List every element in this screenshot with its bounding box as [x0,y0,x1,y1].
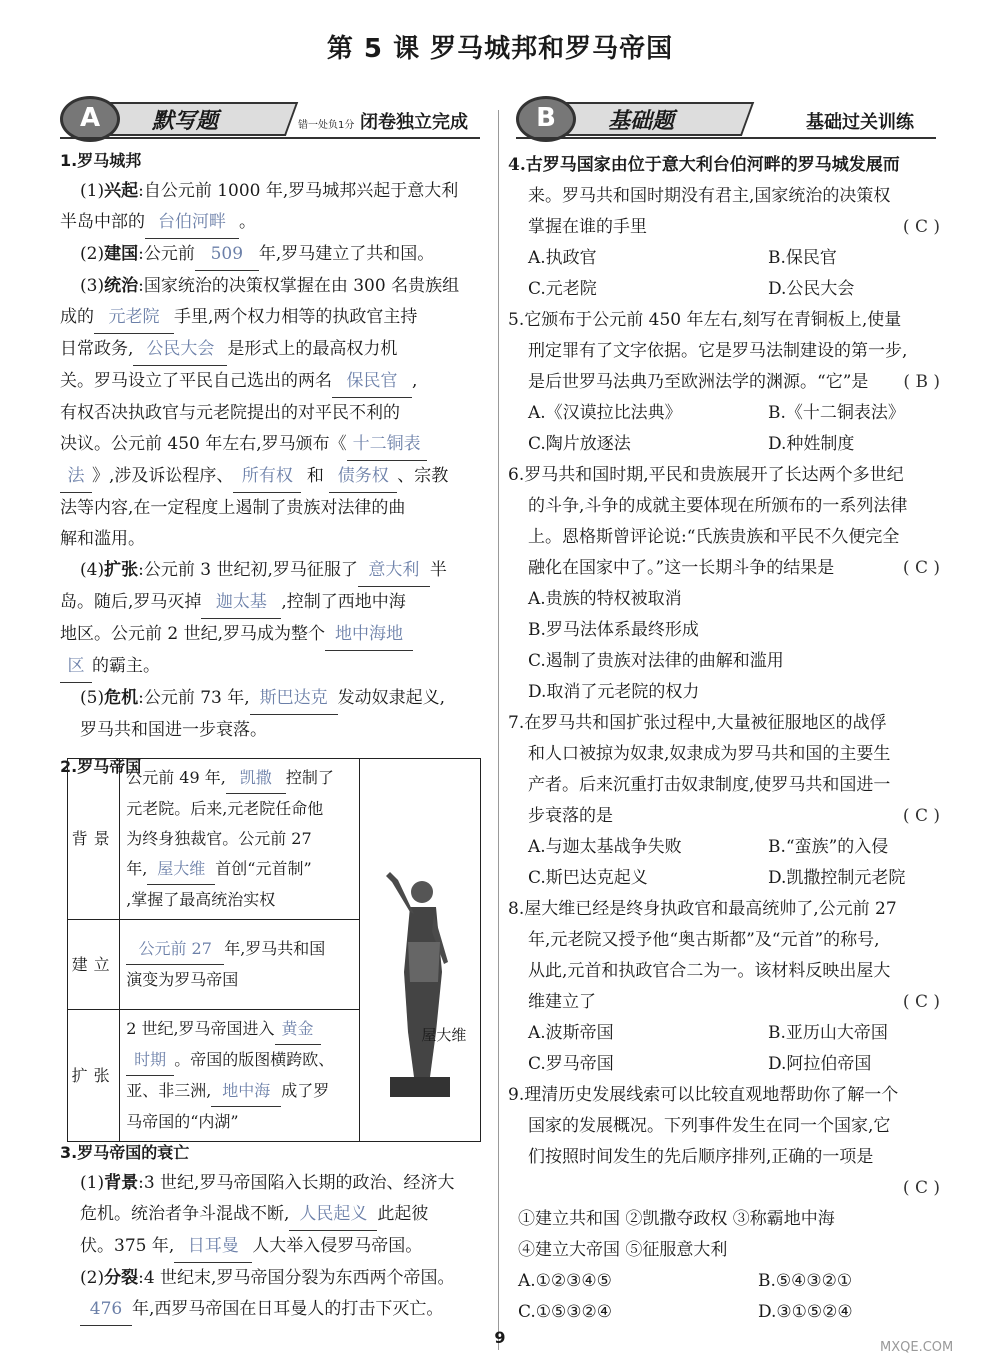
q1-line [60,334,490,366]
q3-line [60,1231,490,1263]
option-b: B.“蛮族”的入侵 [768,837,889,857]
cell-line: 元老院。后来,元老院任命他 [126,799,324,818]
section-a-note: 错一处负1分 [298,120,355,131]
q8-answer: ( C ) [902,992,940,1012]
q8-stem: 8.屋大维已经是终身执政官和最高统帅了,公元前 27 [508,899,897,919]
text: 半岛中部的 [60,212,145,232]
q5-stem: 5.它颁布于公元前 450 年左右,刻写在青铜板上,使量 [508,310,902,330]
q1-line: 罗马共和国进一步衰落。 [80,720,267,740]
option-d: D.凯撒控制元老院 [768,868,906,888]
q1-line [60,302,490,334]
q3-line [60,1294,490,1326]
q1-line [60,271,490,302]
q6-answer: ( C ) [902,558,940,578]
text: ,控制了西地中海 [281,592,406,612]
q1-line: 法等内容,在一定程度上遏制了贵族对法律的曲 [60,498,406,518]
text: 是形式上的最高权力机 [227,339,398,359]
text: 首创“元首制” [215,859,312,878]
option-c: C.①⑤③②④ [518,1302,613,1322]
text: 成的 [60,307,94,327]
q1-line [60,207,490,239]
answer-blank: 十二铜表 [347,429,427,461]
statue-cell [359,759,480,1142]
option-d: D.取消了元老院的权力 [528,682,700,702]
q9-items: ①建立共和国 ②凯撒夺政权 ③称霸地中海 [518,1209,835,1229]
row-label: 背景 [68,759,120,920]
text: 年,西罗马帝国在日耳曼人的打击下灭亡。 [132,1299,444,1319]
q4-answer: ( C ) [902,217,940,237]
q3-block [60,1138,490,1326]
cell-line: 为终身独裁官。公元前 27 [126,829,312,848]
text: 地区。公元前 2 世纪,罗马成为整个 [60,624,326,644]
text: 掌握在谁的手里 [528,217,647,237]
q7-answer: ( C ) [902,806,940,826]
text: (2) [80,1268,105,1288]
option-a: A.执政官 [528,248,597,268]
option-a: A.波斯帝国 [528,1023,614,1043]
column-divider [498,110,499,1350]
q5-options [508,398,940,429]
answer-blank: 人民起义 [289,1199,377,1231]
option-b: B.保民官 [768,248,837,268]
text: 融化在国家中了。”这一长期斗争的结果是 [528,558,835,578]
q3-heading: 3.罗马帝国的衰亡 [60,1143,190,1162]
text: :3 世纪,罗马帝国陷入长期的政治、经济大 [138,1173,455,1193]
text: 关。罗马设立了平民自己选出的两名 [60,371,332,391]
answer-blank: 476 [80,1294,132,1326]
q8-stem: 从此,元首和执政官合二为一。该材料反映出屋大 [528,961,891,981]
text: 。帝国的版图横跨欧、 [174,1050,335,1069]
q7-options [508,832,940,863]
option-c: C.罗马帝国 [528,1054,614,1074]
q5-stem: 刑定罪有了文字依据。它是罗马法制建设的第一步, [528,341,908,361]
q5-stem [508,367,940,398]
q1-line [60,176,490,207]
text: 步衰落的是 [528,806,613,826]
text: 是后世罗马法典乃至欧洲法学的渊源。“它”是 [528,372,869,392]
text: 伏。375 年, [80,1236,175,1256]
answer-blank: 迦太基 [201,587,281,619]
q8-options [508,1049,940,1080]
section-a-banner [60,96,480,140]
row-content [120,759,360,920]
q4-options [508,274,940,305]
left-column [60,146,490,782]
q7-stem: 7.在罗马共和国扩张过程中,大量被征服地区的战俘 [508,713,887,733]
page-title: 第 5 课 罗马城邦和罗马帝国 [326,34,674,64]
text: 危机 [104,688,139,708]
text: 建国 [104,244,139,264]
q7-stem [508,801,940,832]
text: 年,罗马共和国 [224,939,326,958]
watermark: MXQE.COM [880,1340,954,1355]
answer-blank: 509 [195,239,259,271]
text: 。 [239,212,256,232]
cell-line [126,1076,353,1107]
text: 亚、非三洲, [126,1081,212,1100]
option-b: B.⑤④③②① [758,1271,853,1291]
q4-stem [508,212,940,243]
text: 年, [126,859,148,878]
text: 和 [306,466,324,486]
text: (1) [80,1173,105,1193]
text: 、宗教 [397,466,449,486]
q7-stem: 产者。后来沉重打击奴隶制度,使罗马共和国进一 [528,775,891,795]
text: (4) [80,560,105,580]
text: 此起彼 [377,1204,429,1224]
q9-options [508,1266,940,1297]
text: (1) [80,181,105,201]
option-d: D.③①⑤②④ [758,1302,853,1322]
text: 手里,两个权力相等的执政官主持 [174,307,418,327]
text: 年,罗马建立了共和国。 [258,244,435,264]
q9-answer: ( C ) [902,1178,940,1198]
text: 岛。随后,罗马灭掉 [60,592,202,612]
q3-line [60,1168,490,1199]
q9-stem: 们按照时间发生的先后顺序排列,正确的一项是 [528,1147,874,1167]
answer-blank: 日耳曼 [174,1231,252,1263]
option-c: C.陶片放逐法 [528,434,631,454]
option-c: C.斯巴达克起义 [528,868,648,888]
q1-line: 有权否决执政官与元老院提出的对平民不利的 [60,403,400,423]
section-a-badge: A [60,96,120,142]
text: 2 世纪,罗马帝国进入 [126,1019,275,1038]
section-b-banner [516,96,936,140]
cell-line [126,854,353,885]
text: 成了罗 [281,1081,330,1100]
cell-line [126,1045,353,1076]
cell-line: 马帝国的“内湖” [126,1112,239,1131]
answer-blank: 时期 [126,1045,174,1076]
cell-line [126,934,353,965]
text: (2) [80,244,105,264]
answer-blank: 黄金 [275,1014,321,1045]
right-column [508,150,940,1328]
text: 控制了 [285,768,334,787]
text: (3) [80,276,105,296]
row-label: 建立 [68,920,120,1010]
option-b: B.罗马法体系最终形成 [528,620,699,640]
text: 危机。统治者争斗混战不断, [80,1204,290,1224]
text: (5) [80,688,105,708]
option-d: D.公民大会 [768,279,855,299]
answer-blank: 保民官 [332,366,412,398]
page-number: 9 [494,1328,506,1347]
row-content [120,1010,360,1142]
cell-line [126,763,353,794]
text: :公元前 [138,244,195,264]
answer-blank: 凯撒 [226,763,286,794]
image-caption: 屋大维 [421,1026,467,1044]
q1-line [60,239,490,271]
q9-stem: 9.理清历史发展线索可以比较直观地帮助你了解一个 [508,1085,899,1105]
option-c: C.元老院 [528,279,597,299]
option-d: D.阿拉伯帝国 [768,1054,872,1074]
q1-heading: 1.罗马城邦 [60,151,142,170]
q4-options [508,243,940,274]
option-a: A.贵族的特权被取消 [528,589,682,609]
text: 日常政务, [60,339,134,359]
text: 统治 [104,276,139,296]
text: :4 世纪末,罗马帝国分裂为东西两个帝国。 [138,1268,455,1288]
q1-line [60,619,490,651]
option-d: D.种姓制度 [768,434,855,454]
q7-stem: 和人口被掠为奴隶,奴隶成为罗马共和国的主要生 [528,744,891,764]
answer-blank: 公元前 27 [126,934,224,965]
text: 扩张 [104,560,139,580]
rome-empire-table [67,758,481,1142]
cell-line: ,掌握了最高统治实权 [126,890,276,909]
text: 维建立了 [528,992,596,1012]
answer-blank: 台伯河畔 [145,207,239,239]
answer-blank: 区 [60,651,92,683]
text: 背景 [104,1173,139,1193]
text: 决议。公元前 450 年左右,罗马颁布《 [60,434,347,454]
option-a: A.①②③④⑤ [518,1271,612,1291]
section-a-rule [60,137,480,139]
octavian-statue-image [370,852,470,1102]
text: 分裂 [104,1268,139,1288]
answer-blank: 法 [60,461,92,493]
q4-stem: 4.古罗马国家由位于意大利台伯河畔的罗马城发展而 [508,155,900,175]
q6-stem: 上。恩格斯曾评论说:“氏族贵族和平民不久便完全 [528,527,900,547]
q6-stem: 的斗争,斗争的成就主要体现在所颁布的一系列法律 [528,496,908,516]
answer-blank: 地中海 [211,1076,281,1107]
answer-blank: 公民大会 [133,334,227,366]
q1-line [60,651,490,683]
answer-blank: 斯巴达克 [250,683,338,715]
text: 半 [429,560,447,580]
q6-stem [508,553,940,584]
option-c: C.遏制了贵族对法律的曲解和滥用 [528,651,784,671]
q5-answer: ( B ) [903,372,940,392]
q1-line [60,429,490,461]
cell-line [126,1014,353,1045]
q8-stem: 年,元老院又授予他“奥古斯都”及“元首”的称号, [528,930,880,950]
section-b-rule [516,137,936,139]
q9-items: ④建立大帝国 ⑤征服意大利 [518,1240,728,1260]
q8-stem [508,987,940,1018]
text: :国家统治的决策权掌握在由 300 名贵族组 [138,276,460,296]
q4-stem: 来。罗马共和国时期没有君主,国家统治的决策权 [528,186,891,206]
q1-line [60,461,490,493]
q1-line [60,366,490,398]
q3-line [60,1199,490,1231]
q1-line [60,587,490,619]
q5-options [508,429,940,460]
answer-blank: 所有权 [233,461,301,493]
text: 兴起 [104,181,139,201]
q1-line: 解和滥用。 [60,529,145,549]
text: 发动奴隶起义, [337,688,446,708]
answer-blank: 意大利 [358,555,430,587]
q9-answer-line [508,1173,940,1204]
text: :公元前 3 世纪初,罗马征服了 [138,560,358,580]
q6-stem: 6.罗马共和国时期,平民和贵族展开了长达两个多世纪 [508,465,904,485]
section-a-subtitle: 闭卷独立完成 [360,112,468,133]
text: 》,涉及诉讼程序、 [92,466,234,486]
row-label: 扩张 [68,1010,120,1142]
q7-options [508,863,940,894]
answer-blank: 地中海地 [325,619,413,651]
q1-line [60,683,490,715]
section-a-title: 默写题 [152,109,219,134]
text: 公元前 49 年, [126,768,226,787]
text: :公元前 73 年, [138,688,250,708]
q9-options [508,1297,940,1328]
section-b-subtitle: 基础过关训练 [806,112,914,133]
option-b: B.《十二铜表法》 [768,403,905,423]
cell-line: 演变为罗马帝国 [126,970,239,989]
answer-blank: 债务权 [329,461,397,493]
q1-line [60,555,490,587]
row-content [120,920,360,1010]
option-a: A.与迦太基战争失败 [528,837,682,857]
text: 的霸主。 [92,656,160,676]
section-b-badge: B [516,96,576,142]
text: , [412,371,418,391]
option-a: A.《汉谟拉比法典》 [528,403,682,423]
option-b: B.亚历山大帝国 [768,1023,888,1043]
answer-blank: 元老院 [94,302,174,334]
text: 人大举入侵罗马帝国。 [252,1236,423,1256]
answer-blank: 屋大维 [147,854,215,885]
q2-heading: 2.罗马帝国 [60,757,142,776]
q3-line [60,1263,490,1294]
text: :自公元前 1000 年,罗马城邦兴起于意大利 [138,181,459,201]
section-b-title: 基础题 [608,109,675,134]
q9-stem: 国家的发展概况。下列事件发生在同一个国家,它 [528,1116,891,1136]
q8-options [508,1018,940,1049]
